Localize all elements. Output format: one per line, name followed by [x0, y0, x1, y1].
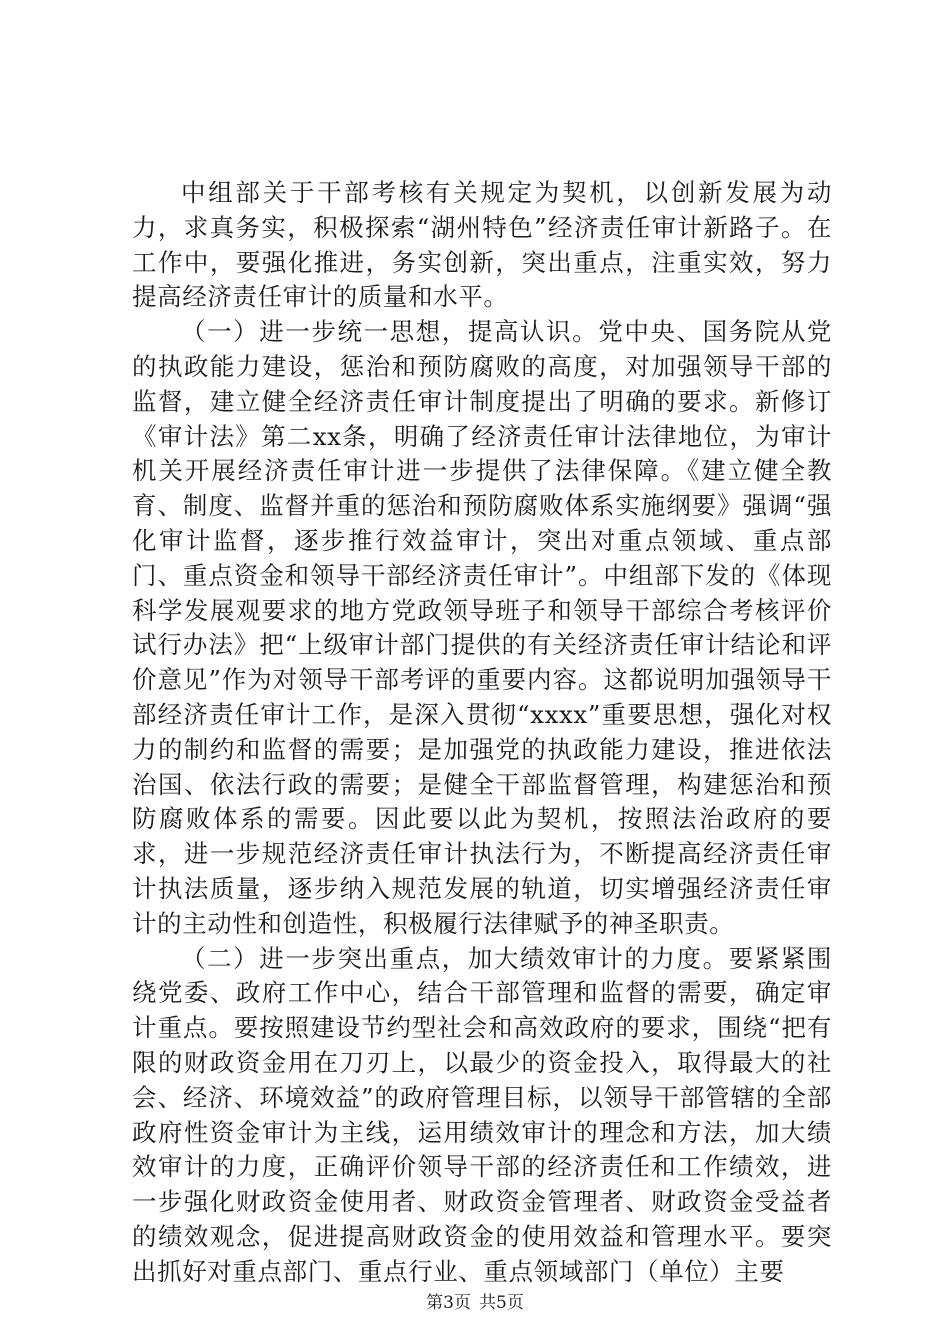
page-number: 第3页: [426, 1293, 471, 1313]
paragraph-section-one: （一）进一步统一思想，提高认识。党中央、国务院从党的执政能力建设，惩治和预防腐败的高度，对加强领导干部的监督，建立健全经济责任审计制度提出了明确的要求。新修订《审计法》第二xx条，明确了经济责任审计法律地位，为审计机关开展经济责任审计进一步提供了法律保障。《建立健全教育、制度、监督并重的惩治和预防腐败体系实施纲要》强调“强化审计监督，逐步推行效益审计，突出对重点领域、重点部门、重点资金和领导干部经济责任审计”。中组部下发的《体现科学发展观要求的地方党政领导班子和领导干部综合考核评价试行办法》把“上级审计部门提供的有关经济责任审计结论和评价意见”作为对领导干部考评的重要内容。这都说明加强领导干部经济责任审计工作，是深入贯彻“xxxx”重要思想，强化对权力的制约和监督的需要；是加强党的执政能力建设，推进依法治国、依法行政的需要；是健全干部监督管理，构建惩治和预防腐败体系的需要。因此要以此为契机，按照法治政府的要求，进一步规范经济责任审计执法行为，不断提高经济责任审计执法质量，逐步纳入规范发展的轨道，切实增强经济责任审计的主动性和创造性，积极履行法律赋予的神圣职责。: [132, 317, 832, 938]
paragraph-section-two: （二）进一步突出重点，加大绩效审计的力度。要紧紧围绕党委、政府工作中心，结合干部管理和监督的需要，确定审计重点。要按照建设节约型社会和高效政府的要求，围绕“把有限的财政资金用在刀刃上，以最少的资金投入，取得最大的社会、经济、环境效益”的政府管理目标，以领导干部管辖的全部政府性资金审计为主线，运用绩效审计的理念和方法，加大绩效审计的力度，正确评价领导干部的经济责任和工作绩效，进一步强化财政资金使用者、财政资金管理者、财政资金受益者的绩效观念，促进提高财政资金的使用效益和管理水平。要突出抓好对重点部门、重点行业、重点领域部门（单位）主要: [132, 943, 832, 1286]
page-footer: [0, 1292, 950, 1314]
document-body: [132, 176, 832, 1290]
page-total: 共5页: [479, 1293, 524, 1313]
paragraph-intro: 中组部关于干部考核有关规定为契机，以创新发展为动力，求真务实，积极探索“湖州特色”经济责任审计新路子。在工作中，要强化推进，务实创新，突出重点，注重实效，努力提高经济责任审计的质量和水平。: [132, 178, 832, 312]
